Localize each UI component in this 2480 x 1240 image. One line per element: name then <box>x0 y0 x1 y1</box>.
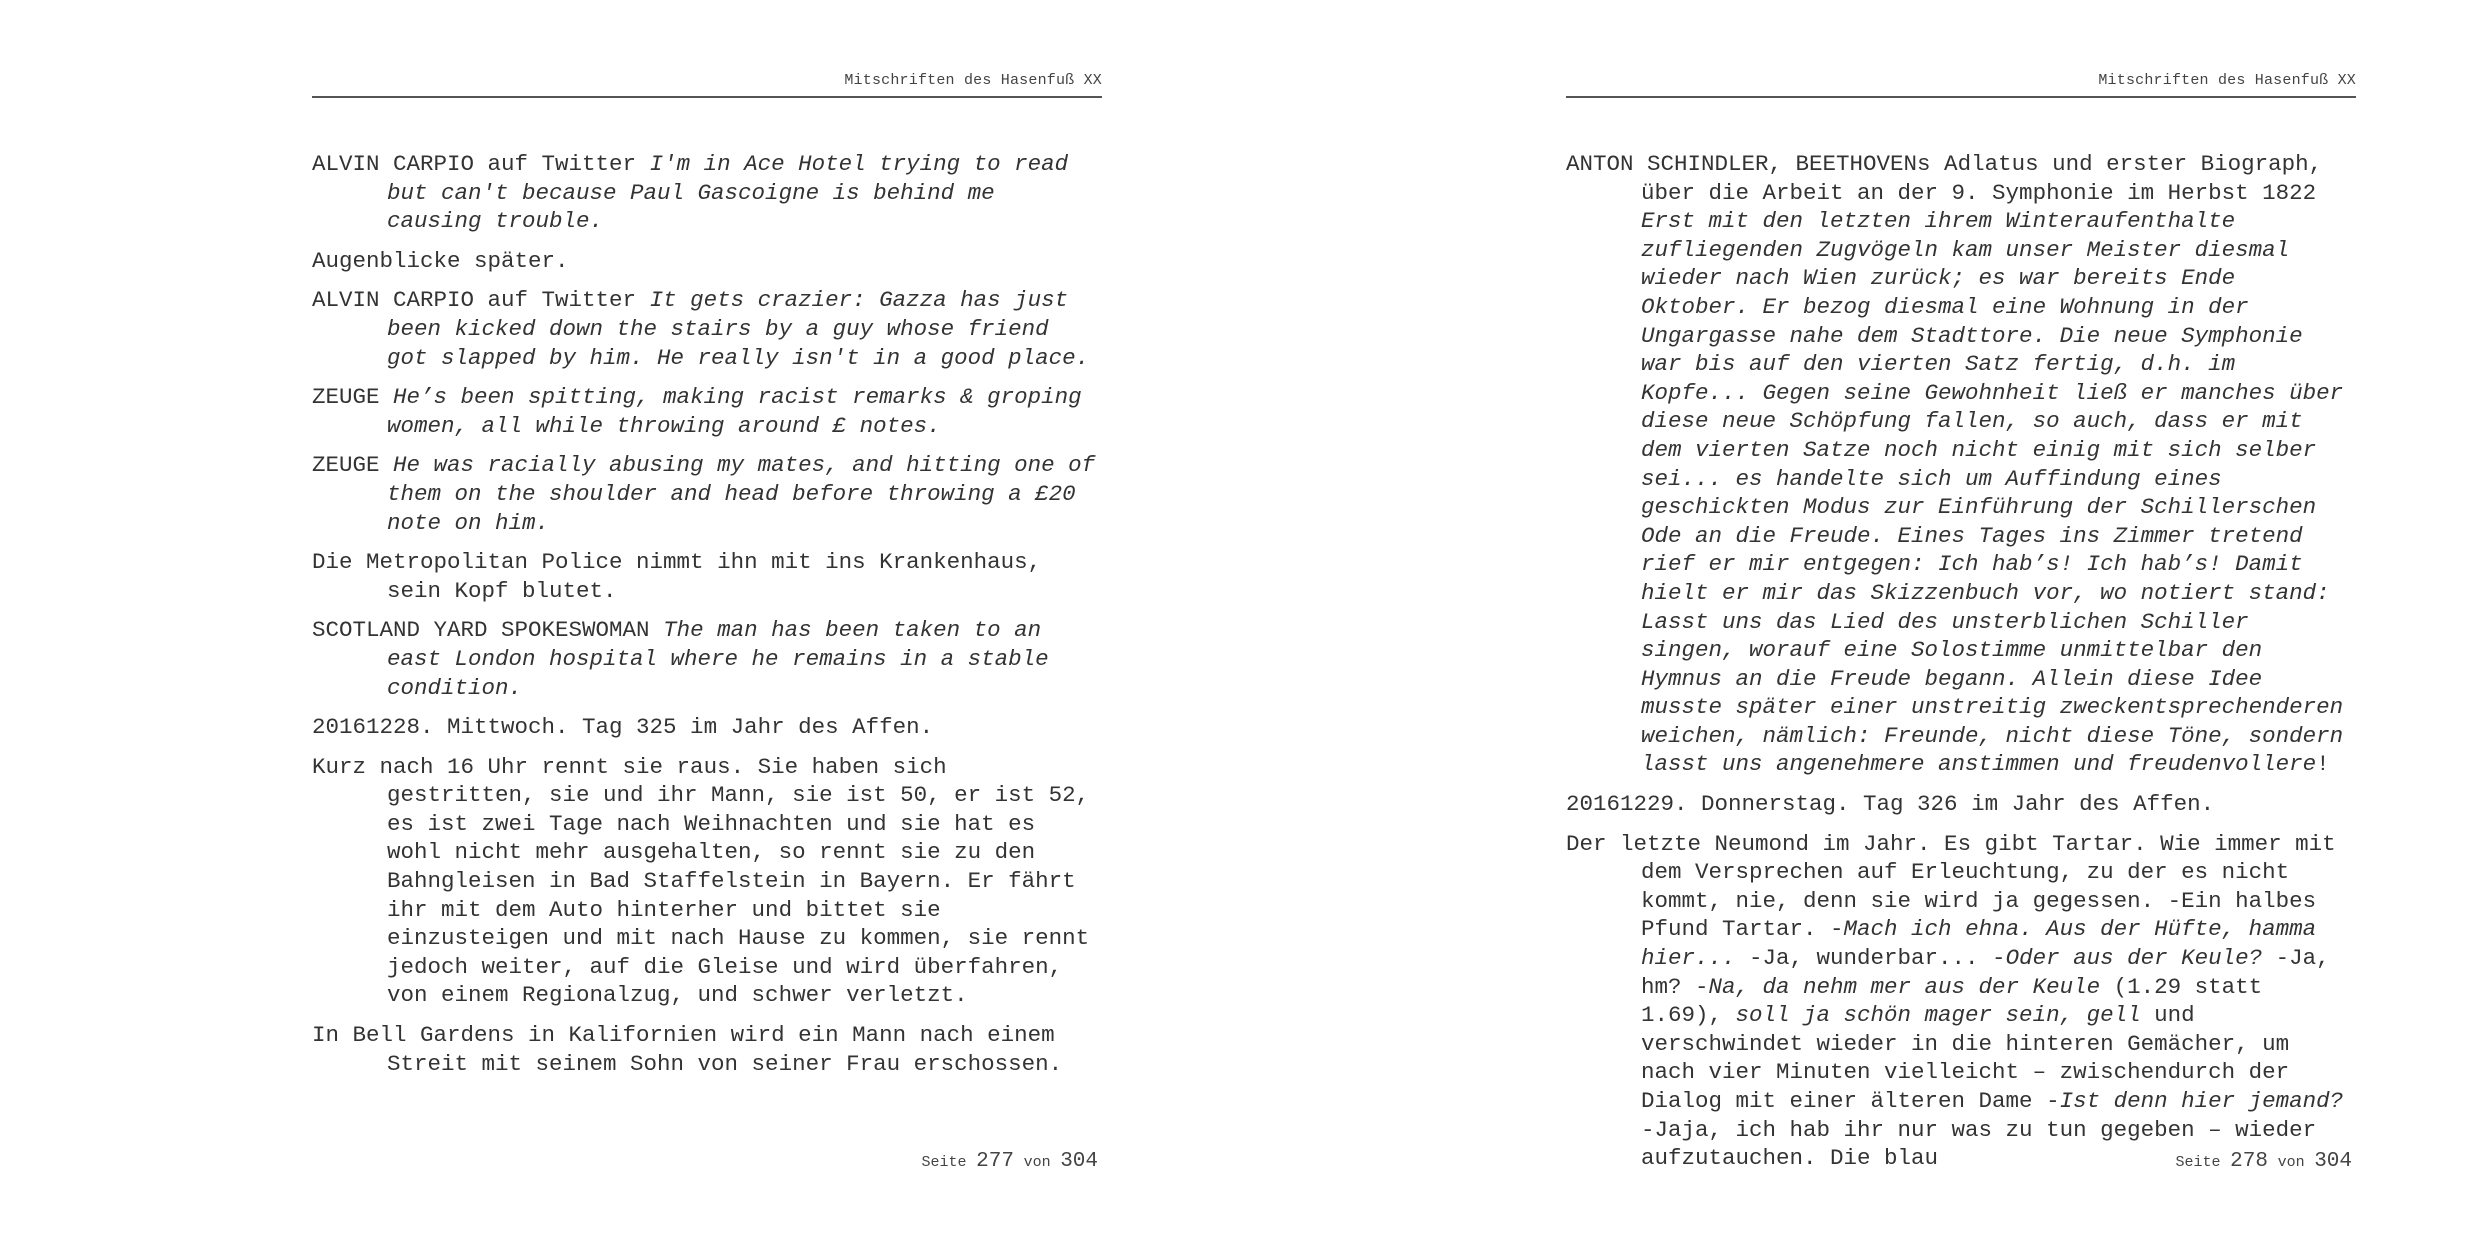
footer-von: von <box>2277 1154 2305 1171</box>
quote-text: He’s been spitting, making racist remarks & groping women, all while throwing around £ notes. <box>387 384 1082 439</box>
paragraph-text: 20161228. Mittwoch. Tag 325 im Jahr des Affen. <box>312 714 934 741</box>
date-heading <box>312 713 1102 742</box>
quote-text: Oder aus der Keule? <box>2005 945 2263 972</box>
text-paragraph <box>312 247 1102 276</box>
page-number-footer <box>2176 1150 2352 1173</box>
paragraph-text: Der letzte Neumond im Jahr. Es gibt Tartar. Wie immer mit dem Versprechen auf Erleuchtung, zu der es nicht kommt, nie, denn sie wird ja gegessen. -Ein halbes Pfund Tartar. - <box>1566 830 2336 943</box>
paragraph-text: Augenblicke später. <box>312 247 569 274</box>
quote-text: Na, da nehm mer aus der Keule <box>1708 973 2101 1000</box>
page-body <box>1566 150 2356 1184</box>
paragraph-text: 20161229. Donnerstag. Tag 326 im Jahr des Affen. <box>1566 791 2215 818</box>
text-paragraph <box>312 753 1102 1010</box>
footer-total-pages: 304 <box>2314 1150 2352 1173</box>
quote-text: Ist denn hier jemand? <box>2059 1088 2344 1114</box>
paragraph-text: Die Metropolitan Police nimmt ihn mit ins Krankenhaus, sein Kopf blutet. <box>312 549 1042 604</box>
speaker-label: SCOTLAND YARD SPOKESWOMAN <box>312 617 664 644</box>
footer-page-number: 278 <box>2230 1150 2268 1173</box>
paragraph-text: ! <box>2316 751 2330 778</box>
paragraph-text: -Ja, wunderbar... - <box>1735 945 2006 972</box>
speaker-label: ZEUGE <box>312 452 394 479</box>
running-head: Mitschriften des Hasenfuß XX <box>844 72 1102 89</box>
page-body <box>312 150 1102 1089</box>
quote-text: The man has been taken to an east London hospital where he remains in a stable condition. <box>387 617 1049 701</box>
paragraph-text: Kurz nach 16 Uhr rennt sie raus. Sie haben sich gestritten, sie und ihr Mann, sie ist 50, er ist 52, es ist zwei Tage nach Weihnachten und sie hat es wohl nicht mehr ausgehalten, so rennt sie zu den Bahngleisen in Bad Staffelstein in Bayern. Er fährt ihr mit dem Auto hinterher und bittet sie einzusteigen und mit nach Hause zu kommen, sie rennt jedoch weiter, auf die Gleise und wird überfahren, von einem Regionalzug, und schwer verletzt. <box>312 753 1090 1009</box>
text-paragraph <box>312 451 1102 537</box>
paragraph-text: -Ja, hm? - <box>1641 945 2330 1000</box>
text-paragraph <box>1566 150 2356 779</box>
paragraph-text: -Jaja, ich hab ihr nur was zu tun gegeben – wieder aufzutauchen. Die blau <box>1641 1116 2317 1172</box>
text-paragraph <box>312 548 1102 605</box>
right-page <box>1566 0 2356 1240</box>
footer-page-number: 277 <box>976 1150 1014 1173</box>
text-paragraph <box>312 150 1102 236</box>
quote-text: It gets crazier: Gazza has just been kicked down the stairs by a guy whose friend got slapped by him. He really isn't in a good place. <box>387 287 1090 371</box>
text-paragraph <box>312 1021 1102 1078</box>
speaker-label: ANTON SCHINDLER, BEETHOVENs Adlatus und erster Biograph, über die Arbeit an der 9. Symphonie im Herbst 1822 <box>1566 151 2323 206</box>
header-rule <box>1566 96 2356 98</box>
quote-text: He was racially abusing my mates, and hitting one of them on the shoulder and head before throwing a £20 note on him. <box>387 452 1096 536</box>
text-paragraph <box>312 616 1102 702</box>
footer-von: von <box>1023 1154 1051 1171</box>
paragraph-text: und verschwindet wieder in die hinteren Gemächer, um nach vier Minuten vielleicht – zwischendurch der Dialog mit einer älteren Dame - <box>1641 1002 2290 1114</box>
header-rule <box>312 96 1102 98</box>
paragraph-text: In Bell Gardens in Kalifornien wird ein Mann nach einem Streit mit seinem Sohn von seiner Frau erschossen. <box>312 1022 1063 1077</box>
date-heading <box>1566 790 2356 819</box>
quote-text: Erst mit den letzten ihrem Winteraufenthalte zufliegenden Zugvögeln kam unser Meister diesmal wieder nach Wien zurück; es war bereits Ende Oktober. Er bezog diesmal eine Wohnung in der Ungargasse nahe dem Stadttore. Die neue Symphonie war bis auf den vierten Satz fertig, d.h. im Kopfe... Gegen seine Gewohnheit ließ er manches über diese neue Schöpfung fallen, so auch, dass er mit dem vierten Satze noch nicht einig mit sich selber sei... es handelte sich um Auffindung eines geschickten Modus zur Einführung der Schillerschen Ode an die Freude. Eines Tages ins Zimmer tretend rief er mir entgegen: Ich hab’s! Ich hab’s! Damit hielt er mir das Skizzenbuch vor, wo notiert stand: Lasst uns das Lied des unsterblichen Schiller singen, worauf eine Solostimme unmittelbar den Hymnus an die Freude begann. Allein diese Idee musste später einer unstreitig zweckentsprechenderen weichen, nämlich: Freunde, nicht diese Töne, sondern lasst uns angenehmere anstimmen und freudenvollere <box>1641 208 2344 778</box>
left-page <box>312 0 1102 1240</box>
speaker-label: ZEUGE <box>312 384 394 411</box>
text-paragraph <box>312 383 1102 440</box>
speaker-label: ALVIN CARPIO auf Twitter <box>312 151 650 177</box>
quote-text: I'm in Ace Hotel trying to read but can't because Paul Gascoigne is behind me causing trouble. <box>387 151 1069 235</box>
page-number-footer <box>922 1150 1098 1173</box>
quote-text: soll ja schön mager sein, gell <box>1735 1002 2141 1029</box>
paragraph-text: (1.29 statt 1.69), <box>1641 973 2263 1029</box>
footer-seite: Seite <box>2175 1154 2221 1171</box>
quote-text: Mach ich ehna. Aus der Hüfte, hamma hier... <box>1641 916 2317 972</box>
footer-seite: Seite <box>921 1154 967 1171</box>
text-paragraph <box>1566 830 2356 1173</box>
footer-total-pages: 304 <box>1060 1150 1098 1173</box>
text-paragraph <box>312 286 1102 372</box>
speaker-label: ALVIN CARPIO auf Twitter <box>312 287 650 314</box>
running-head: Mitschriften des Hasenfuß XX <box>2098 72 2356 89</box>
